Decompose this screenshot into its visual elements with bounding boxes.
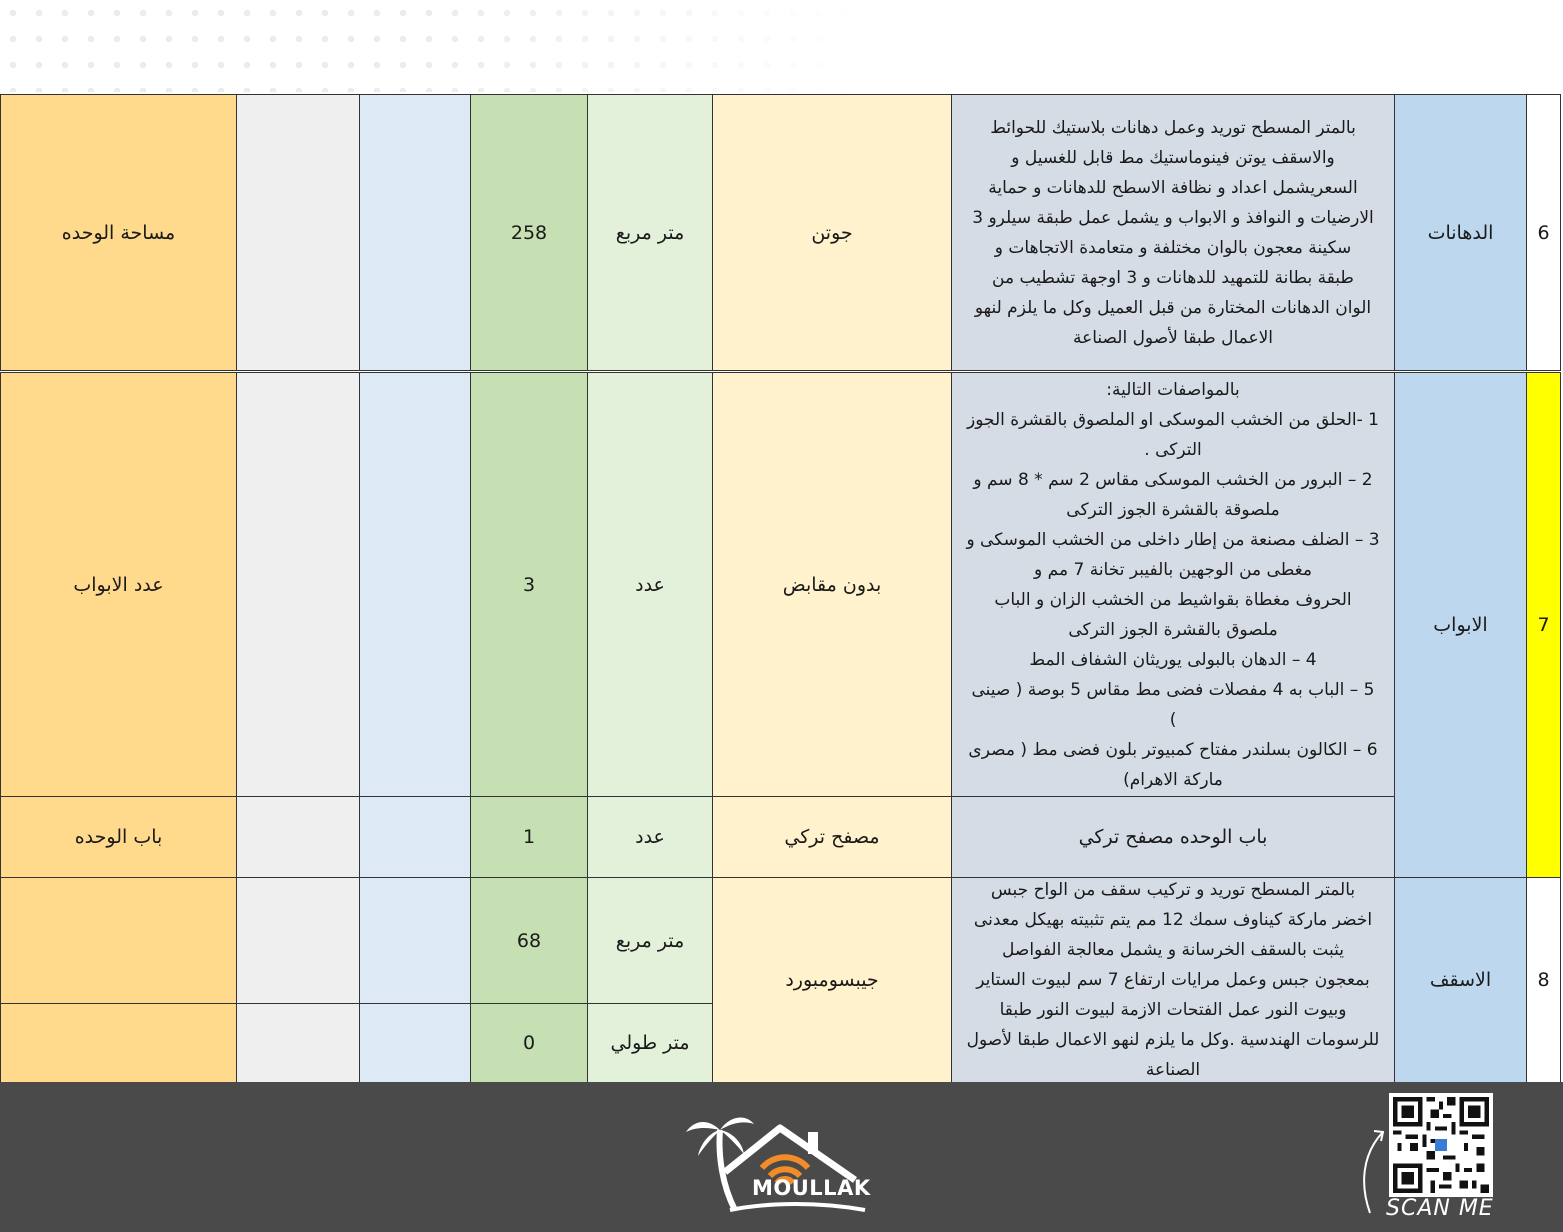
description-line: الحروف مغطاة بقواشيط من الخشب الزان و الباب	[994, 589, 1352, 610]
description-cell: باب الوحده مصفح تركي	[951, 796, 1395, 878]
quantity-cell: 1	[470, 796, 588, 878]
empty-cell	[359, 877, 471, 1004]
description-line: بالمتر المسطح توريد وعمل دهانات بلاستيك للحوائط	[990, 117, 1356, 138]
description-line: بالمواصفات التالية:	[1106, 379, 1240, 400]
description-line: )	[1169, 709, 1177, 730]
description-line: 2 – البرور من الخشب الموسكى مقاس 2 سم * 8 سم و	[973, 469, 1373, 490]
description-cell	[951, 877, 1395, 1083]
description-line: يثبت بالسقف الخرسانة و يشمل معالجة الفواصل	[1002, 940, 1344, 960]
description-line: 4 – الدهان بالبولى يوريثان الشفاف المط	[1029, 649, 1317, 670]
description-line: 3 – الضلف مصنعة من إطار داخلى من الخشب الموسكى و	[966, 529, 1380, 550]
note-cell	[0, 1003, 237, 1083]
quantity-cell: 258	[470, 94, 588, 371]
unit-cell: متر مربع	[587, 94, 713, 371]
unit-cell: متر مربع	[587, 877, 713, 1004]
empty-cell	[359, 1003, 471, 1083]
empty-cell	[359, 372, 471, 797]
description-line: بالمتر المسطح توريد و تركيب سقف من الواح جبس	[990, 880, 1356, 900]
empty-cell	[236, 877, 360, 1004]
brand-cell: بدون مقابض	[712, 372, 952, 797]
item-name-cell: الدهانات	[1394, 94, 1527, 371]
palm-house-wifi-logo-icon	[680, 1110, 880, 1220]
description-line: 6 – الكالون بسلندر مفتاح كمبيوتر بلون فضى مط ( مصرى	[968, 739, 1378, 760]
description-line: بمعجون جبس وعمل مرايات ارتفاع 7 سم لبيوت الستاير	[976, 970, 1370, 990]
description-line: التركى .	[1144, 439, 1202, 460]
description-line: وبيوت النور عمل الفتحات الازمة لبيوت النور طبقا	[999, 1000, 1347, 1020]
item-name-cell: الابواب	[1394, 372, 1527, 878]
brand-logo-text: MOULLAK	[752, 1176, 871, 1200]
description-line: الاعمال طبقا لأصول الصناعة	[1072, 327, 1274, 348]
unit-cell: عدد	[587, 796, 713, 878]
brand-cell: جوتن	[712, 94, 952, 371]
row-number-cell: 8	[1526, 877, 1561, 1083]
empty-cell	[359, 796, 471, 878]
empty-cell	[236, 372, 360, 797]
quantity-cell: 0	[470, 1003, 588, 1083]
description-line: السعريشمل اعداد و نظافة الاسطح للدهانات و حماية	[988, 177, 1358, 198]
brand-cell: جيبسومبورد	[712, 877, 952, 1083]
empty-cell	[236, 1003, 360, 1083]
row-number-cell: 7	[1526, 372, 1561, 878]
description-line: الارضيات و النوافذ و الابواب و يشمل عمل طبقة سيلرو 3	[972, 207, 1374, 228]
description-line: والاسقف يوتن فينوماستيك مط قابل للغسيل و	[1011, 147, 1335, 168]
description-line: اخضر ماركة كيناوف سمك 12 مم يتم تثبيته بهيكل معدنى	[973, 910, 1373, 930]
decorative-dot-pattern	[0, 0, 1563, 92]
note-cell: باب الوحده	[0, 796, 237, 878]
note-cell: مساحة الوحده	[0, 94, 237, 371]
description-line: مغطى من الوجهين بالفيبر تخانة 7 مم و	[1034, 559, 1312, 580]
description-line: 5 – الباب به 4 مفصلات فضى مط مقاس 5 بوصة ( صينى	[971, 679, 1375, 700]
item-name-cell: الاسقف	[1394, 877, 1527, 1083]
description-line: ماركة الاهرام)	[1123, 769, 1223, 790]
note-cell	[0, 877, 237, 1004]
curved-arrow-icon	[1358, 1125, 1388, 1215]
row-number-cell: 6	[1526, 94, 1561, 371]
description-cell	[951, 372, 1395, 797]
note-cell: عدد الابواب	[0, 372, 237, 797]
description-line: الصناعة	[1145, 1060, 1201, 1080]
empty-cell	[236, 94, 360, 371]
description-line: 1 -الحلق من الخشب الموسكى او الملصوق بالقشرة الجوز	[967, 409, 1379, 430]
scan-me-label: SCAN ME	[1386, 1196, 1494, 1221]
description-line: ملصوق بالقشرة الجوز التركى	[1068, 619, 1278, 640]
empty-cell	[359, 94, 471, 371]
description-cell	[951, 94, 1395, 371]
description-line: سكينة معجون بالوان مختلفة و متعامدة الاتجاهات و	[994, 237, 1352, 258]
description-line: الوان الدهانات المختارة من قبل العميل وكل ما يلزم لنهو	[974, 297, 1372, 318]
qr-code-icon[interactable]	[1389, 1093, 1493, 1197]
unit-cell: عدد	[587, 372, 713, 797]
description-line: طبقة بطانة للتمهيد للدهانات و 3 اوجهة تشطيب من	[992, 267, 1354, 288]
description-line: ملصوقة بالقشرة الجوز التركى	[1066, 499, 1280, 520]
quantity-cell: 3	[470, 372, 588, 797]
empty-cell	[236, 796, 360, 878]
brand-cell: مصفح تركي	[712, 796, 952, 878]
description-line: للرسومات الهندسية .وكل ما يلزم لنهو الاعمال طبقا لأصول	[966, 1030, 1380, 1050]
unit-cell: متر طولي	[587, 1003, 713, 1083]
quantity-cell: 68	[470, 877, 588, 1004]
